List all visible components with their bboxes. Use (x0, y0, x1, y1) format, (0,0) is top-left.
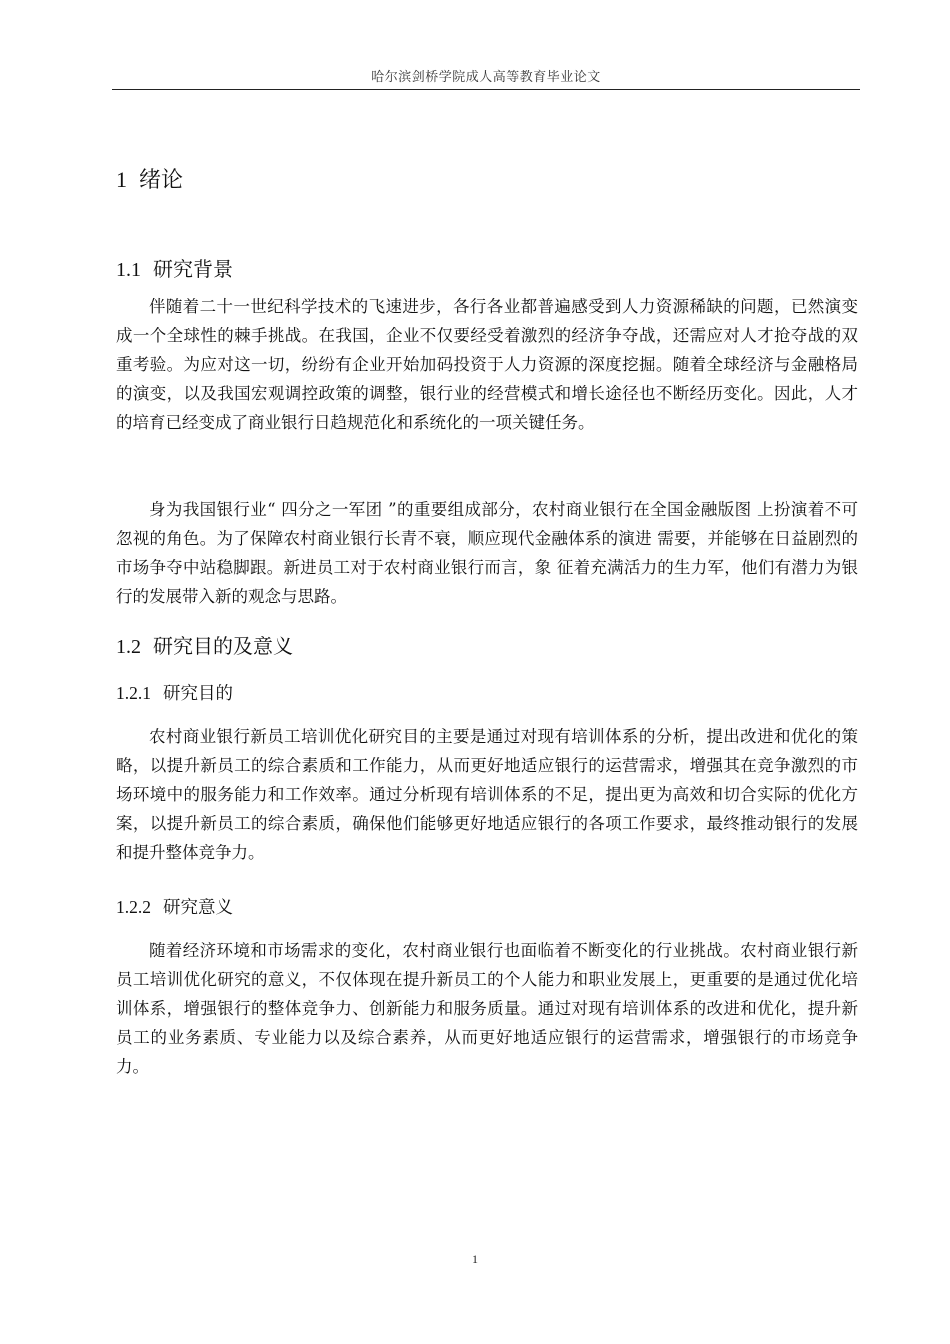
section-heading-1-2 (116, 630, 293, 659)
paragraph-background-2: 身为我国银行业“ 四分之一军团 ”的重要组成部分，农村商业银行在全国金融版图 上扮演着不可忽视的角色。为了保障农村商业银行长青不衰，顺应现代金融体系的演进 需要，并能够在日益剧烈的市场争夺中站稳脚跟。新进员工对于农村商业银行而言，象 征着充满活力的生力军，他们有潜力为银行的发展带入新的观念与思路。 (116, 500, 858, 606)
running-header: 哈尔滨剑桥学院成人高等教育毕业论文 (371, 70, 601, 85)
section-heading-1-1 (116, 253, 233, 282)
paragraph-background-1: 伴随着二十一世纪科学技术的飞速进步，各行各业都普遍感受到人力资源稀缺的问题，已然演变成一个全球性的棘手挑战。在我国，企业不仅要经受着激烈的经济争夺战，还需应对人才抢夺战的双重考验。为应对这一切，纷纷有企业开始加码投资于人力资源的深度挖掘。随着全球经济与金融格局的演变，以及我国宏观调控政策的调整，银行业的经营模式和增长途径也不断经历变化。因此，人才的培育已经变成了商业银行日趋规范化和系统化的一项关键任务。 (116, 297, 858, 432)
section-title: 研究背景 (153, 257, 233, 281)
subsection-number: 1.2.2 (116, 897, 151, 917)
chapter-number: 1 (116, 167, 127, 192)
subsection-title: 研究目的 (163, 684, 233, 704)
page-number: 1 (472, 1252, 478, 1266)
chapter-heading (116, 163, 183, 194)
paragraph-purpose: 农村商业银行新员工培训优化研究目的主要是通过对现有培训体系的分析，提出改进和优化的策略，以提升新员工的综合素质和工作能力，从而更好地适应银行的运营需求，增强其在竞争激烈的市场环境中的服务能力和工作效率。通过分析现有培训体系的不足，提出更为高效和切合实际的优化方案，以提升新员工的综合素质，确保他们能够更好地适应银行的各项工作要求，最终推动银行的发展和提升整体竞争力。 (116, 727, 858, 862)
chapter-title: 绪论 (139, 168, 184, 193)
subsection-heading-1-2-1 (116, 680, 233, 705)
section-number: 1.1 (116, 259, 141, 281)
subsection-title: 研究意义 (163, 898, 233, 918)
section-title: 研究目的及意义 (153, 634, 293, 658)
subsection-number: 1.2.1 (116, 683, 151, 703)
header-rule (112, 89, 860, 90)
subsection-heading-1-2-2 (116, 894, 233, 919)
paragraph-significance: 随着经济环境和市场需求的变化，农村商业银行也面临着不断变化的行业挑战。农村商业银行新员工培训优化研究的意义，不仅体现在提升新员工的个人能力和职业发展上，更重要的是通过优化培训体系，增强银行的整体竞争力、创新能力和服务质量。通过对现有培训体系的改进和优化，提升新员工的业务素质、专业能力以及综合素养，从而更好地适应银行的运营需求，增强银行的市场竞争力。 (116, 941, 858, 1076)
section-number: 1.2 (116, 636, 141, 658)
